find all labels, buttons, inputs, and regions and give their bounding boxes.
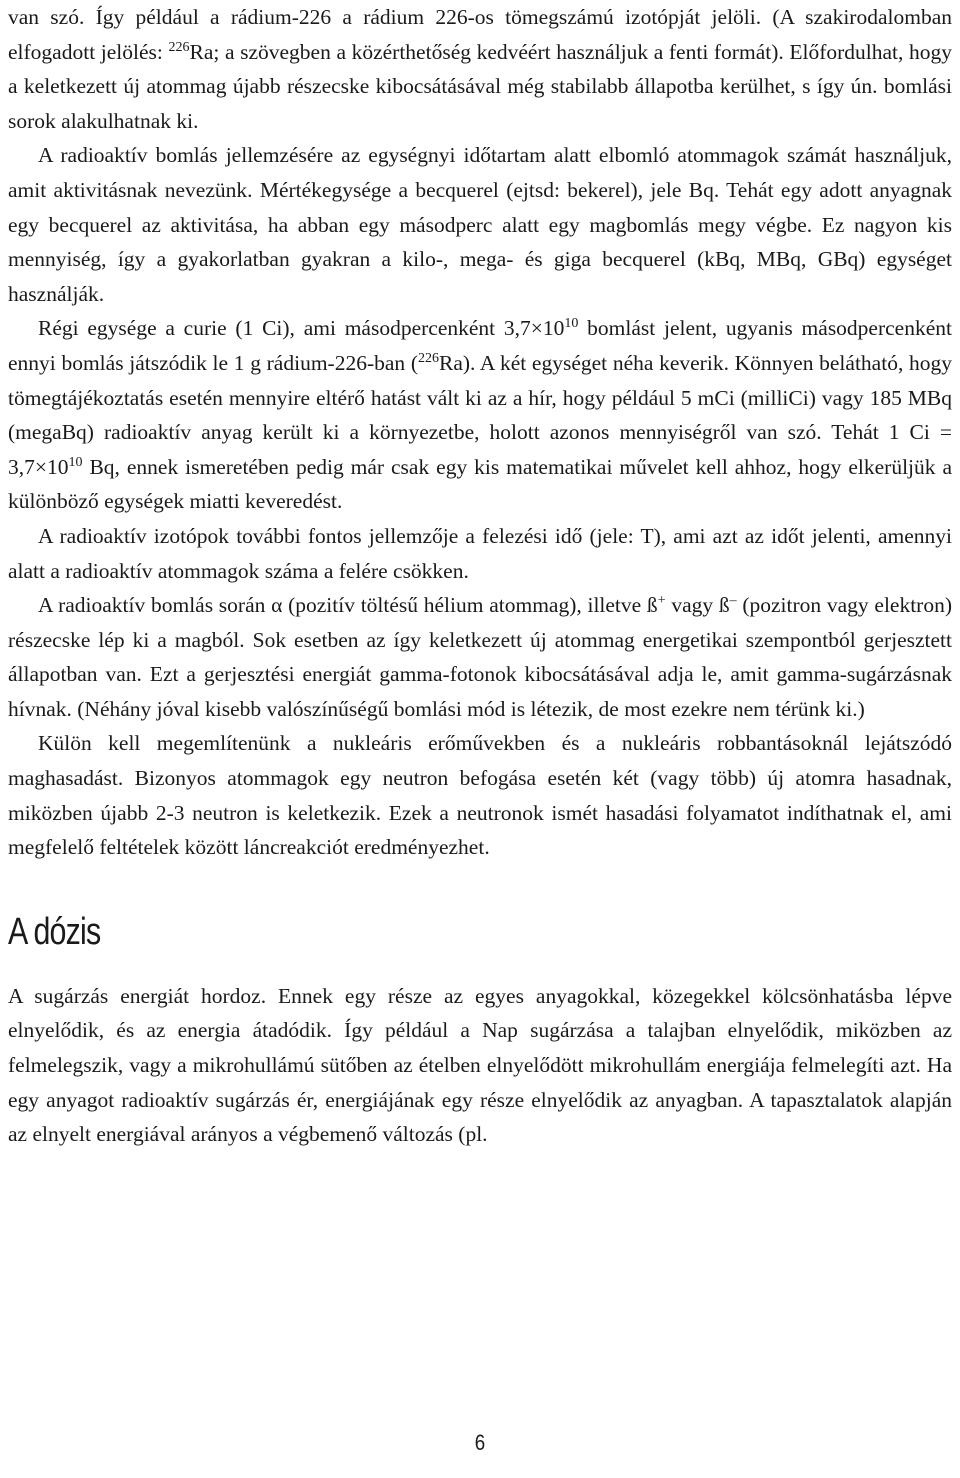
superscript: + — [657, 593, 666, 609]
text-run: Régi egysége a curie (1 Ci), ami másodpercenként 3,7×10 — [38, 316, 565, 341]
text-run: bomlást jelent, ugyanis másodpercenként ennyi bomlás játszódik le 1 g rádium-226-ban ( — [8, 316, 952, 375]
text-run: A radioaktív izotópok további fontos jellemzője a felezési idő (jele: T), ami azt az időt jelenti, amennyi alatt a radioaktív atommagok száma a felére csökken. — [8, 523, 952, 583]
paragraph — [8, 519, 952, 588]
paragraph — [8, 311, 952, 519]
body-text — [8, 0, 952, 865]
superscript: 10 — [68, 454, 83, 470]
section-heading: A dózis — [8, 910, 101, 953]
superscript: 226 — [168, 39, 190, 55]
paragraph — [8, 0, 952, 138]
text-run: (pozitron vagy elektron) részecske lép ki a magból. Sok esetben az így keletkezett új atommag energetikai szempontból gerjesztett állapotban van. Ezt a gerjesztési energiát gamma-fotonok kibocsátásával adja le, amit gamma-sugárzásnak hívnak. (Néhány jóval kisebb valószínűségű bomlási mód is létezik, de most ezekre nem térünk ki.) — [8, 593, 953, 721]
text-run: van szó. Így például a rádium-226 a rádium 226-os tömegszámú izotópját jelöli. (A szakirodalomban elfogadott jelölés: — [8, 5, 952, 64]
text-run: A radioaktív bomlás során α (pozitív töltésű hélium atommag), illetve ß — [38, 593, 658, 618]
page-number: 6 — [474, 1430, 486, 1455]
text-run: Ra; a szövegben a közérthetőség kedvéért használjuk a fenti formát). Előfordulhat, hogy a keletkezett új atommag újabb részecske kibocsátásával még stabilabb állapotba kerülhet, s így ún. bomlási sorok alakulhatnak ki. — [8, 39, 952, 133]
paragraph — [8, 726, 952, 864]
superscript: 10 — [564, 316, 579, 332]
text-run: Ra). A két egységet néha keverik. Könnyen belátható, hogy tömegtájékoztatás esetén mennyire eltérő hatást vált ki az a hír, hogy például 5 mCi (milliCi) vagy 185 MBq (megaBq) radioaktív anyag került ki a környezetbe, holott azonos mennyiségről van szó. Tehát 1 Ci = 3,7×10 — [8, 350, 953, 479]
text-run: A radioaktív bomlás jellemzésére az egységnyi időtartam alatt elbomló atommagok számát használjuk, amit aktivitásnak nevezünk. Mértékegysége a becquerel (ejtsd: bekerel), jele Bq. Tehát egy adott anyagnak egy becquerel az aktivitása, ha abban egy másodperc alatt egy magbomlás megy végbe. Ez nagyon kis mennyiség, így a gyakorlatban gyakran a kilo-, mega- és giga becquerel (kBq, MBq, GBq) egységet használják. — [8, 143, 952, 306]
document-page — [8, 0, 952, 1152]
superscript: – — [729, 593, 737, 609]
text-run: vagy ß — [665, 593, 730, 618]
paragraph — [8, 138, 952, 311]
text-run: Külön kell megemlítenünk a nukleáris erőművekben és a nukleáris robbantásoknál lejátszódó maghasadást. Bizonyos atommagok egy neutron befogása esetén két (vagy több) új atomra hasadnak, miközben újabb 2-3 neutron is keletkezik. Ezek a neutronok ismét hasadási folyamatot indíthatnak el, ami megfelelő feltételek között láncreakciót eredményezhet. — [8, 731, 952, 860]
section-paragraph: A sugárzás energiát hordoz. Ennek egy része az egyes anyagokkal, közegekkel kölcsönhatásba lépve elnyelődik, és az energia átadódik. Így például a Nap sugárzása a talajban elnyelődik, miközben az felmelegszik, vagy a mikrohullámú sütőben az ételben elnyelődött mikrohullám energiája felmelegíti azt. Ha egy anyagot radioaktív sugárzás ér, energiájának egy része elnyelődik az anyagban. A tapasztalatok alapján az elnyelt energiával arányos a végbemenő változás (pl. — [8, 983, 952, 1147]
superscript: 226 — [418, 350, 440, 366]
paragraph — [8, 588, 952, 726]
text-run: Bq, ennek ismeretében pedig már csak egy kis matematikai művelet kell ahhoz, hogy elkerüljük a különböző egységek miatti keveredést. — [8, 454, 952, 514]
